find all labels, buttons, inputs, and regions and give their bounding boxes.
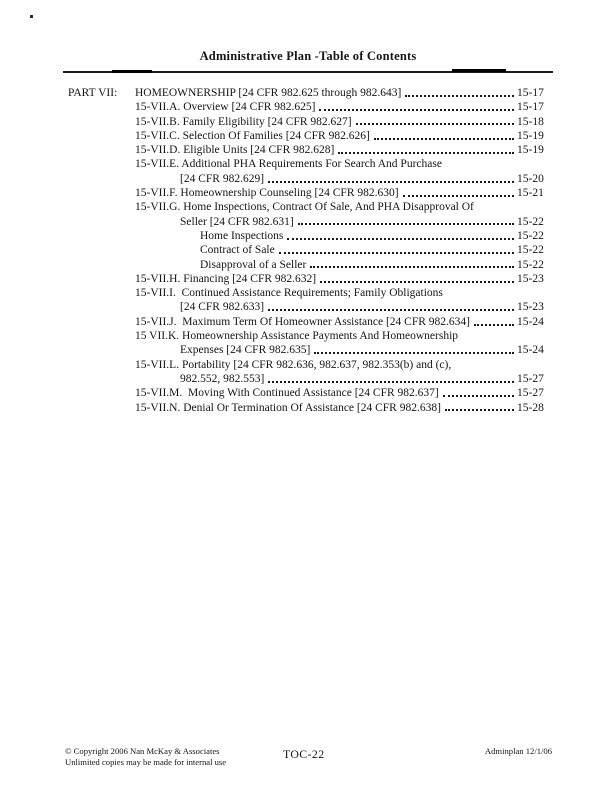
footer-plan-date: Adminplan 12/1/06	[484, 746, 552, 756]
toc-entry-text: 15-VII.A. Overview [24 CFR 982.625]	[135, 101, 316, 114]
table-of-contents	[68, 86, 555, 415]
toc-entry-text: 15-VII.M. Moving With Continued Assistance [24 CFR 982.637]	[135, 387, 439, 400]
toc-entry-text: 15-VII.L. Portability [24 CFR 982.636, 982.637, 982.353(b) and (c),	[135, 358, 452, 371]
dot-leader	[283, 229, 517, 243]
toc-entry	[68, 315, 555, 329]
toc-entry-page: 15-21	[517, 187, 544, 200]
toc-entry	[68, 100, 555, 114]
toc-entry-text: 15 VII.K. Homeownership Assistance Payments And Homeownership	[135, 330, 459, 343]
footer-copyright	[65, 746, 226, 768]
dot-leader	[334, 143, 517, 157]
toc-entry-page: 15-24	[517, 344, 544, 357]
toc-entry-page: 15-22	[517, 215, 544, 228]
toc-entry	[68, 258, 555, 272]
toc-entry-page: 15-17	[517, 87, 544, 99]
page-title: Administrative Plan -Table of Contents	[199, 49, 417, 63]
dot-leader	[264, 172, 517, 186]
toc-entry	[68, 200, 555, 214]
toc-entry-text: Home Inspections	[200, 229, 284, 242]
toc-entry-page: 15-17	[517, 101, 544, 114]
toc-entry	[68, 329, 555, 343]
dot-leader	[352, 115, 517, 129]
scan-artifact-dot	[30, 15, 33, 18]
header-rule	[63, 71, 553, 73]
toc-entry-page: 15-20	[517, 172, 544, 185]
toc-entry-page: 15-22	[517, 258, 544, 271]
toc-entry-text: [24 CFR 982.633]	[180, 301, 265, 314]
toc-entry	[68, 86, 555, 100]
dot-leader	[399, 186, 517, 200]
header-rule-thick-left	[112, 70, 152, 73]
toc-entry-page: 15-18	[517, 115, 544, 128]
toc-entry	[68, 143, 555, 157]
toc-entry-text: HOMEOWNERSHIP [24 CFR 982.625 through 982.643]	[135, 87, 402, 99]
toc-entry	[68, 272, 555, 286]
toc-entry-text: 15-VII.N. Denial Or Termination Of Assistance [24 CFR 982.638]	[135, 401, 441, 414]
toc-entry	[68, 286, 555, 300]
toc-entry-page: 15-19	[517, 129, 544, 142]
dot-leader	[470, 315, 517, 329]
dot-leader	[294, 215, 517, 229]
header-rule-thick-right	[452, 69, 506, 72]
toc-entry-text: Seller [24 CFR 982.631]	[180, 215, 294, 228]
toc-entry	[68, 229, 555, 243]
toc-entry	[68, 401, 555, 415]
dot-leader	[264, 300, 517, 314]
toc-entry-text: 15-VII.C. Selection Of Families [24 CFR 982.626]	[135, 129, 370, 142]
toc-entry	[68, 215, 555, 229]
toc-entry-page: 15-28	[517, 401, 544, 414]
toc-entry-text: 15-VII.D. Eligible Units [24 CFR 982.628]	[135, 144, 335, 157]
toc-entry-text: 982.552, 982.553]	[180, 372, 265, 385]
dot-leader	[441, 401, 517, 415]
toc-entry-text: Contract of Sale	[200, 244, 275, 257]
toc-entry-text: 15-VII.B. Family Eligibility [24 CFR 982.627]	[135, 115, 352, 128]
footer-copyright-line2: Unlimited copies may be made for internal use	[65, 756, 227, 767]
dot-leader	[439, 386, 517, 400]
toc-entry-page: 15-22	[517, 244, 544, 257]
toc-entry-text: 15-VII.H. Financing [24 CFR 982.632]	[135, 272, 317, 285]
dot-leader	[316, 272, 517, 286]
page-footer	[0, 746, 616, 776]
toc-entry-page: 15-27	[517, 387, 544, 400]
footer-page-number: TOC-22	[283, 747, 325, 761]
toc-entry	[68, 115, 555, 129]
toc-entry	[68, 343, 555, 357]
toc-entry	[68, 243, 555, 257]
toc-entry	[68, 186, 555, 200]
footer-copyright-line1: © Copyright 2006 Nan McKay & Associates	[65, 746, 220, 756]
toc-entry-text: 15-VII.E. Additional PHA Requirements For Search And Purchase	[135, 158, 442, 171]
toc-entry-text: [24 CFR 982.629]	[180, 172, 265, 185]
toc-entry-page: 15-23	[517, 272, 544, 285]
toc-entry	[68, 157, 555, 171]
toc-entry-text: 15-VII.G. Home Inspections, Contract Of Sale, And PHA Disapproval Of	[135, 201, 474, 214]
toc-entry-text: 15-VII.F. Homeownership Counseling [24 CFR 982.630]	[135, 187, 399, 200]
toc-entry-page: 15-22	[517, 229, 544, 242]
toc-entry-text: Disapproval of a Seller	[200, 258, 307, 271]
toc-entry-page: 15-23	[517, 301, 544, 314]
toc-entry	[68, 300, 555, 314]
dot-leader	[315, 100, 517, 114]
dot-leader	[370, 129, 517, 143]
toc-entry	[68, 372, 555, 386]
dot-leader	[264, 372, 517, 386]
toc-entry-page: 15-19	[517, 144, 544, 157]
toc-entry-text: 15-VII.I. Continued Assistance Requirements; Family Obligations	[135, 287, 443, 300]
toc-entry-text: 15-VII.J. Maximum Term Of Homeowner Assistance [24 CFR 982.634]	[135, 315, 470, 328]
toc-entry	[68, 358, 555, 372]
dot-leader	[401, 86, 517, 100]
dot-leader	[306, 258, 517, 272]
toc-entry	[68, 172, 555, 186]
part-label: PART VII:	[68, 87, 118, 99]
toc-entry	[68, 386, 555, 400]
dot-leader	[275, 243, 517, 257]
toc-entry	[68, 129, 555, 143]
toc-entry-text: Expenses [24 CFR 982.635]	[180, 344, 311, 357]
toc-entry-page: 15-24	[517, 315, 544, 328]
dot-leader	[310, 343, 517, 357]
toc-entry-page: 15-27	[517, 372, 544, 385]
